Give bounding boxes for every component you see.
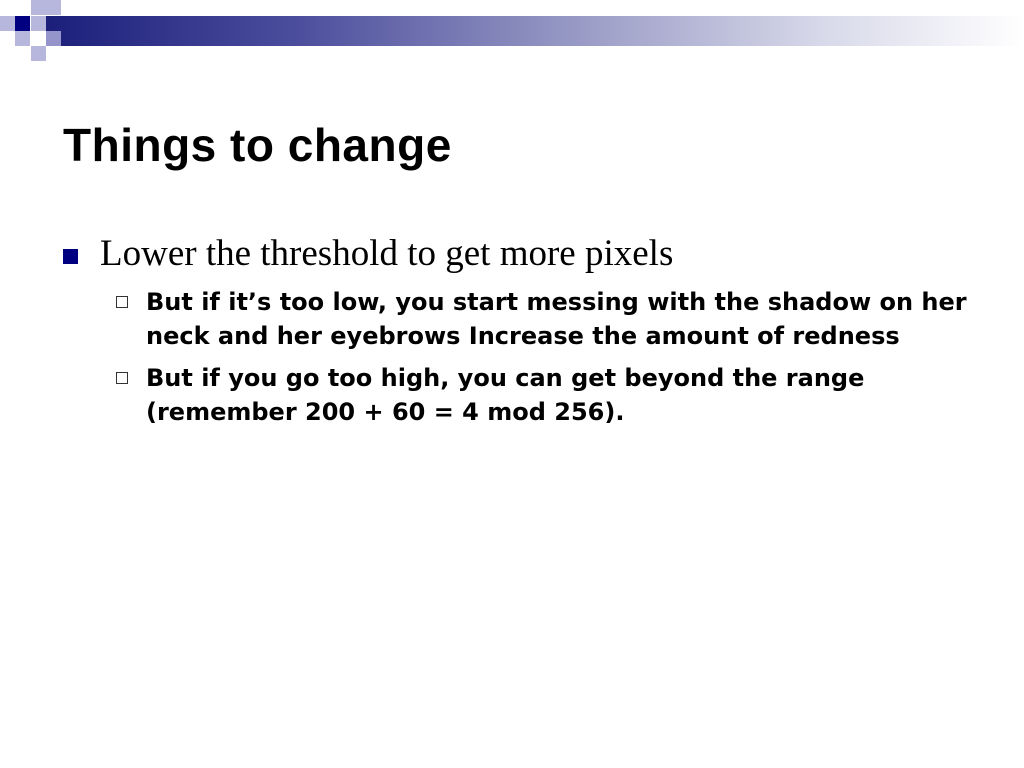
sub-bullet-text: But if you go too high, you can get beyond the range (remember 200 + 60 = 4 mod 256). (146, 364, 865, 426)
header-decoration (0, 0, 1024, 64)
filled-square-icon (63, 249, 78, 264)
bullet-text: Lower the threshold to get more pixels (100, 233, 674, 274)
header-square (0, 16, 15, 31)
header-square (31, 0, 46, 15)
header-square (31, 46, 46, 61)
sub-bullet-text: But if it’s too low, you start messing with the shadow on her neck and her eyebrows Increase the amount of redness (146, 288, 967, 350)
header-square (15, 16, 30, 31)
header-square (46, 31, 61, 46)
sub-bullet-item (116, 285, 976, 353)
header-gradient-bar (46, 16, 1024, 46)
header-square (31, 16, 46, 31)
header-square (46, 0, 61, 15)
slide-title: Things to change (63, 119, 452, 171)
header-square (15, 31, 30, 46)
hollow-square-icon (116, 296, 128, 308)
hollow-square-icon (116, 372, 128, 384)
sub-bullet-item (116, 361, 976, 429)
sub-bullet-list (116, 285, 976, 437)
